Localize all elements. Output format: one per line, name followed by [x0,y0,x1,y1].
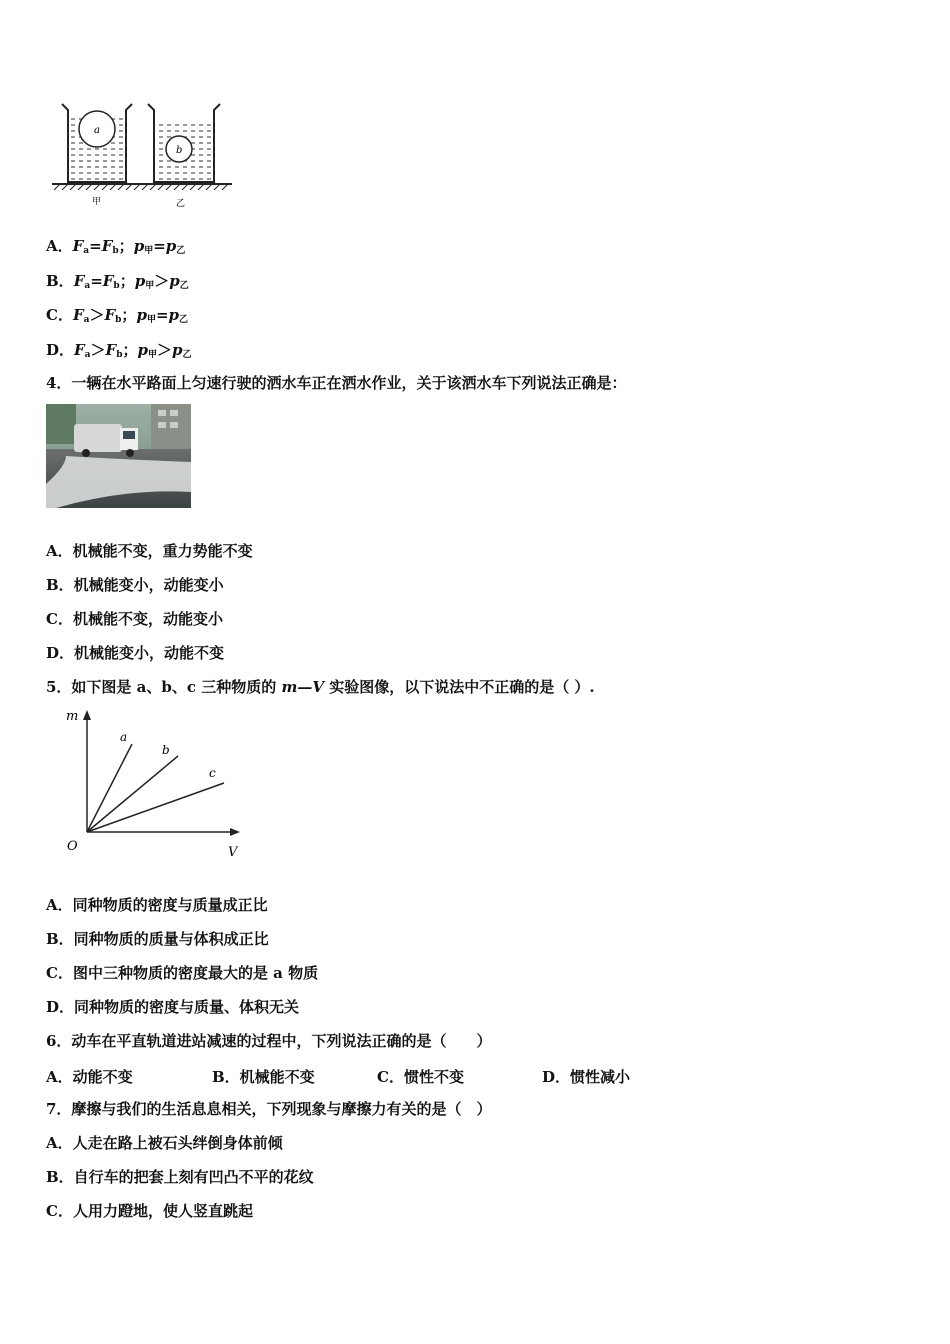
q5-stem: 5．如下图是 a、b、c 三种物质的 m—V 实验图像，以下说法中不正确的是（ ）. [46,678,595,696]
q4-option-a: A．机械能不变，重力势能不变 [46,542,253,560]
q5-option-b: B．同种物质的质量与体积成正比 [46,930,269,948]
ball-b-label: b [176,145,183,156]
q3-option-c: C．$F_a>F_b$；$p_甲=p_乙$ [46,306,189,325]
graph-y-label: m [66,709,79,724]
ball-a-label: a [94,125,100,136]
sprinkler-truck-photo [46,404,191,508]
graph-label-a: a [120,730,128,744]
q6-option-d: D．惯性减小 [542,1068,631,1086]
graph-label-c: c [209,766,216,780]
q3-option-b: B．$F_a=F_b$；$p_甲>p_乙$ [46,272,189,291]
caption-yi: 乙 [176,199,186,209]
beaker-right [148,104,220,182]
q6-stem: 6．动车在平直轨道进站减速的过程中，下列说法正确的是（ ） [46,1032,492,1050]
q4-option-b: B．机械能变小，动能变小 [46,576,224,594]
graph-label-b: b [162,743,170,757]
q7-stem: 7．摩擦与我们的生活息息相关，下列现象与摩擦力有关的是（ ） [46,1100,492,1118]
q5-option-a: A．同种物质的密度与质量成正比 [46,896,268,914]
q7-option-a: A．人走在路上被石头绊倒身体前倾 [46,1134,283,1152]
m-v-graph [60,706,250,864]
q4-stem: 4．一辆在水平路面上匀速行驶的洒水车正在洒水作业，关于该洒水车下列说法正确是： [46,374,627,392]
graph-line-b [87,756,178,832]
graph-origin: O [67,839,78,854]
beaker-left [62,104,132,182]
q4-option-c: C．机械能不变，动能变小 [46,610,223,628]
q7-option-c: C．人用力蹬地，使人竖直跳起 [46,1202,253,1220]
beakers-figure [46,98,236,210]
q4-option-d: D．机械能变小，动能不变 [46,644,225,662]
q3-option-d: D．$F_a>F_b$；$p_甲>p_乙$ [46,341,192,360]
graph-x-label: V [228,845,238,860]
q3-option-a: A．$F_a=F_b$；$p_甲=p_乙$ [46,237,186,256]
q6-option-c: C．惯性不变 [377,1068,464,1086]
q6-option-a: A．动能不变 [46,1068,133,1086]
q5-option-d: D．同种物质的密度与质量、体积无关 [46,998,300,1016]
q7-option-b: B．自行车的把套上刻有凹凸不平的花纹 [46,1168,314,1186]
caption-jia: 甲 [92,197,102,207]
q6-option-b: B．机械能不变 [212,1068,315,1086]
q5-option-c: C．图中三种物质的密度最大的是 a 物质 [46,964,319,982]
